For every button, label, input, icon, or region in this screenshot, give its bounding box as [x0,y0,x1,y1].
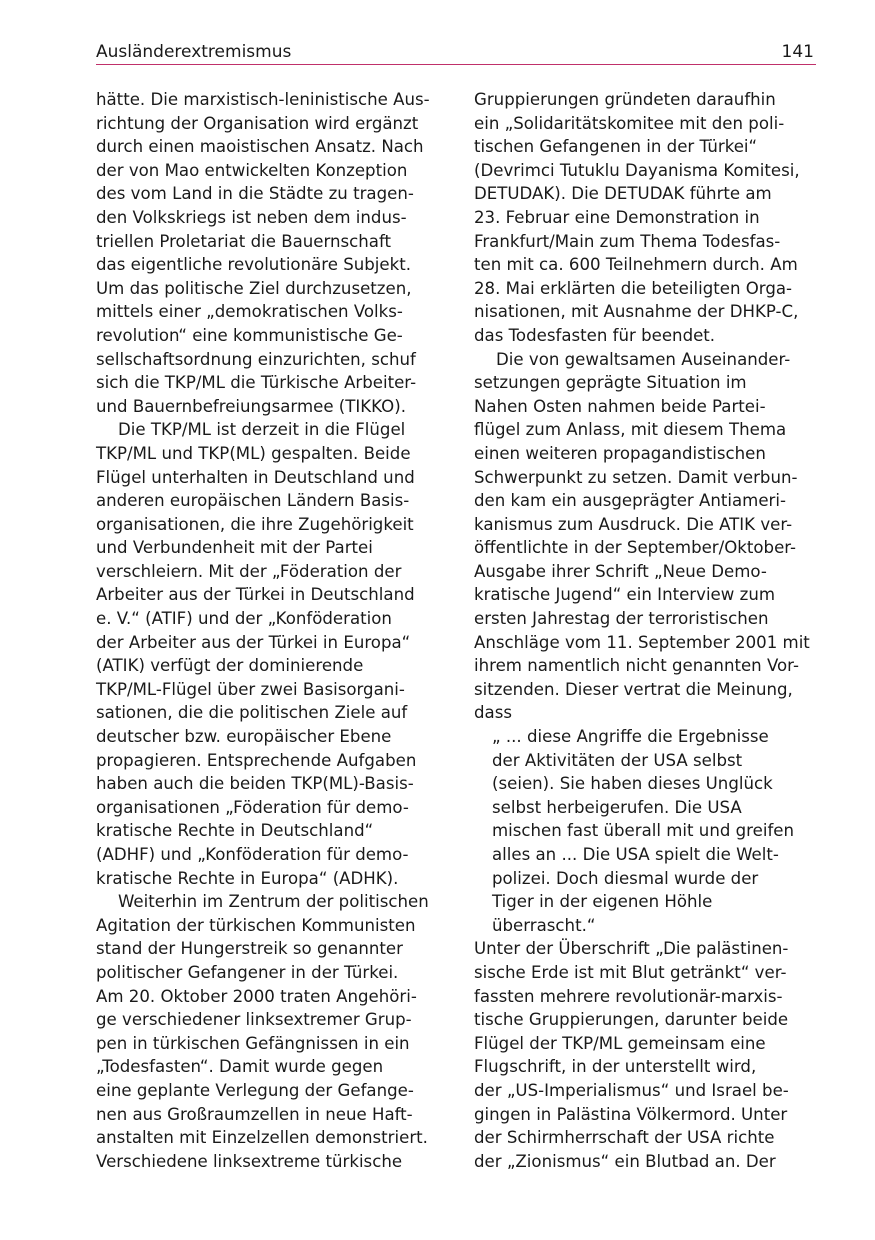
text-line: sich die TKP/ML die Türkische Arbeiter- [96,373,417,393]
text-line: kratische Rechte in Deutschland“ [96,821,374,841]
text-line: kratische Jugend“ ein Interview zum [474,585,775,605]
text-line: das eigentliche revolutionäre Subjekt. [96,255,412,275]
text-line: e. V.“ (ATIF) und der „Konföderation [96,609,392,629]
text-line: Weiterhin im Zentrum der politischen [118,892,429,912]
text-line: den kam ein ausgeprägter Antiameri- [474,491,786,511]
text-line: ihrem namentlich nicht genannten Vor- [474,656,799,676]
text-line: revolution“ eine kommunistische Ge- [96,325,403,345]
text-line: flügel zum Anlass, mit diesem Thema [474,420,787,440]
text-line: triellen Proletariat die Bauernschaft [96,231,392,251]
text-line: durch einen maoistischen Ansatz. Nach [96,137,424,157]
text-line: Flugschrift, in der unterstellt wird, [474,1057,757,1077]
text-line: TKP/ML und TKP(ML) gespalten. Beide [96,443,411,463]
quote-line: Tiger in der eigenen Höhle [492,892,713,912]
text-line: (Devrimci Tutuklu Dayanisma Komitesi, [474,160,800,180]
text-line: sellschaftsordnung einzurichten, schuf [96,349,416,369]
text-line: tischen Gefangenen in der Türkei“ [474,137,758,157]
text-line: sitzenden. Dieser vertrat die Meinung, [474,679,793,699]
text-line: ge verschiedener linksextremer Grup- [96,1010,412,1030]
text-line: Anschläge vom 11. September 2001 mit [474,632,810,652]
text-line: pen in türkischen Gefängnissen in ein [96,1033,410,1053]
text-line: organisationen, die ihre Zugehörigkeit [96,514,414,534]
text-line: kratische Rechte in Europa“ (ADHK). [96,868,399,888]
text-line: organisationen „Föderation für demo- [96,797,409,817]
text-line: eine geplante Verlegung der Gefange- [96,1080,414,1100]
text-line: Ausgabe ihrer Schrift „Neue Demo- [474,561,767,581]
text-line: der „Zionismus“ ein Blutbad an. Der [474,1151,776,1171]
quote-line: „ ... diese Angriffe die Ergebnisse [492,727,769,747]
text-line: Um das politische Ziel durchzusetzen, [96,278,412,298]
text-line: ein „Solidaritätskomitee mit den poli- [474,113,785,133]
text-line: Flügel der TKP/ML gemeinsam eine [474,1033,766,1053]
quote-line: alles an ... Die USA spielt die Welt- [492,845,779,864]
text-line: sationen, die die politischen Ziele auf [96,703,408,723]
text-line: fassten mehrere revolutionär-marxis- [474,986,783,1006]
text-line: Flügel unterhalten in Deutschland und [96,467,415,487]
text-line: Agitation der türkischen Kommunisten [96,915,416,935]
text-line: DETUDAK). Die DETUDAK führte am [474,184,772,204]
text-line: „Todesfasten“. Damit wurde gegen [96,1057,384,1077]
text-line: ersten Jahrestag der terroristischen [474,609,769,629]
right-text-column [474,88,819,1173]
quote-line: (seien). Sie haben dieses Unglück [492,774,773,794]
page-number: 141 [781,42,814,62]
text-line: Arbeiter aus der Türkei in Deutschland [96,585,415,605]
text-line: Die von gewaltsamen Auseinander- [496,349,791,369]
text-line: 28. Mai erklärten die beteiligten Orga- [474,278,793,298]
text-line: und Bauernbefreiungsarmee (TIKKO). [96,396,406,416]
text-line: nisationen, mit Ausnahme der DHKP-C, [474,302,799,322]
quote-line: mischen fast überall mit und greifen [492,821,795,841]
text-line: Am 20. Oktober 2000 traten Angehöri- [96,986,417,1006]
text-line: (ADHF) und „Konföderation für demo- [96,845,409,864]
text-line: politischer Gefangener in der Türkei. [96,962,399,982]
text-line: der „US-Imperialismus“ und Israel be- [474,1080,789,1100]
quote-line: überrascht.“ [492,915,596,935]
quote-line: selbst herbeigerufen. Die USA [492,797,742,817]
text-line: öffentlichte in der September/Oktober- [474,538,797,558]
text-line: gingen in Palästina Völkermord. Unter [474,1104,788,1124]
text-line: Gruppierungen gründeten daraufhin [474,90,776,109]
text-line: TKP/ML-Flügel über zwei Basisorgani- [96,679,405,699]
text-line: das Todesfasten für beendet. [474,325,716,345]
text-line: mittels einer „demokratischen Volks- [96,302,403,322]
text-line: der von Mao entwickelten Konzeption [96,160,408,180]
text-line: dass [474,703,512,723]
text-line: der Arbeiter aus der Türkei in Europa“ [96,632,411,652]
text-line: anderen europäischen Ländern Basis- [96,491,410,511]
page-header [96,40,816,65]
text-line: richtung der Organisation wird ergänzt [96,113,419,133]
text-line: setzungen geprägte Situation im [474,373,747,393]
text-line: Nahen Osten nahmen beide Partei- [474,396,766,416]
left-text-column [96,88,441,1173]
text-line: Frankfurt/Main zum Thema Todesfas- [474,231,781,251]
quote-line: polizei. Doch diesmal wurde der [492,868,759,888]
text-line: den Volkskriegs ist neben dem indus- [96,207,407,227]
text-line: der Schirmherrschaft der USA richte [474,1128,775,1148]
running-title: Ausländerextremismus [96,42,292,62]
text-line: und Verbundenheit mit der Partei [96,538,373,558]
text-line: Unter der Überschrift „Die palästinen- [474,939,789,959]
text-line: nen aus Großraumzellen in neue Haft- [96,1104,413,1124]
text-line: Die TKP/ML ist derzeit in die Flügel [118,420,406,440]
text-line: stand der Hungerstreik so genannter [96,939,403,959]
text-line: Schwerpunkt zu setzen. Damit verbun- [474,467,798,487]
text-line: anstalten mit Einzelzellen demonstriert. [96,1128,428,1148]
text-line: verschleiern. Mit der „Föderation der [96,561,402,581]
text-line: kanismus zum Ausdruck. Die ATIK ver- [474,514,793,534]
text-line: sische Erde ist mit Blut getränkt“ ver- [474,962,787,982]
text-line: haben auch die beiden TKP(ML)-Basis- [96,774,414,794]
text-line: einen weiteren propagandistischen [474,443,766,463]
text-line: propagieren. Entsprechende Aufgaben [96,750,417,770]
text-line: des vom Land in die Städte zu tragen- [96,184,414,204]
text-line: Verschiedene linksextreme türkische [96,1151,403,1171]
quote-line: der Aktivitäten der USA selbst [492,750,743,770]
text-line: hätte. Die marxistisch-leninistische Aus- [96,90,430,109]
text-line: (ATIK) verfügt der dominierende [96,656,364,676]
text-line: 23. Februar eine Demonstration in [474,207,760,227]
text-line: deutscher bzw. europäischer Ebene [96,727,392,747]
text-line: ten mit ca. 600 Teilnehmern durch. Am [474,255,798,275]
text-line: tische Gruppierungen, darunter beide [474,1010,789,1030]
